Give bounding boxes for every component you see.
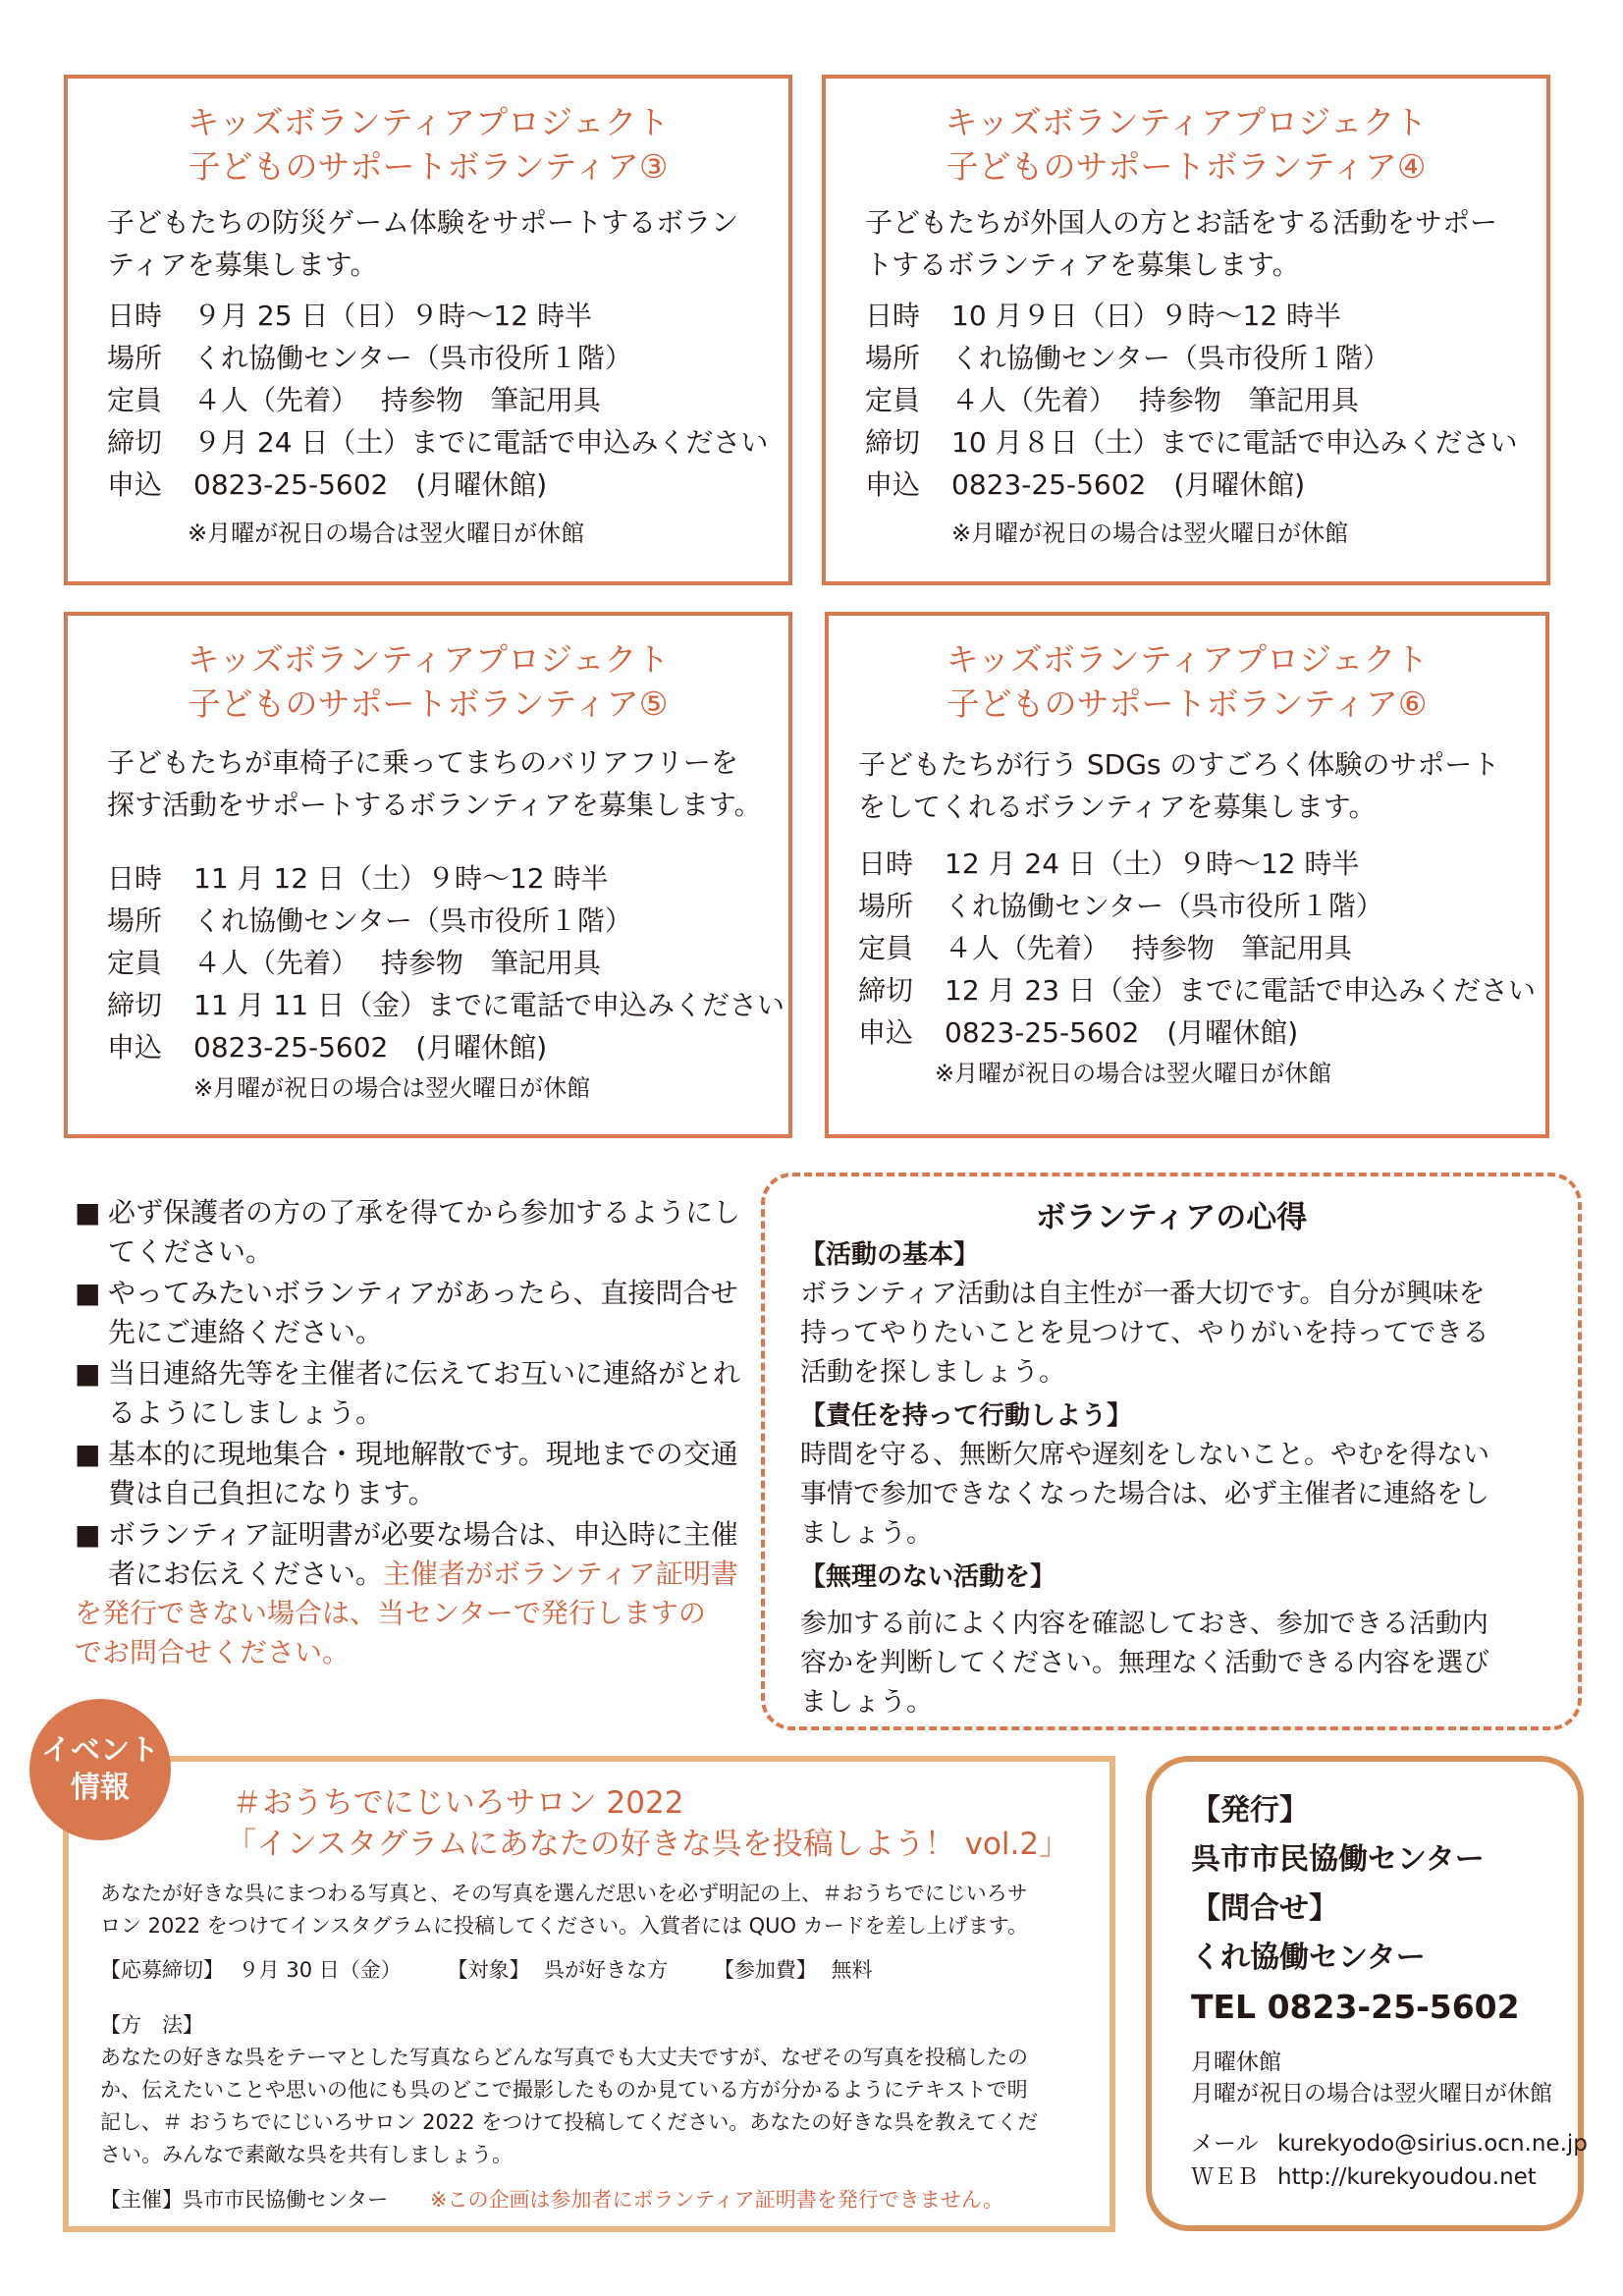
detail-value: 12 月 23 日（金）までに電話で申込みください [945, 974, 1536, 1007]
desc-line: 子どもたちが車椅子に乗ってまちのバリアフリーを [107, 746, 738, 779]
detail-label: 締切 [107, 989, 163, 1021]
intro-line: あなたが好きな呉にまつわる写真と、その写真を選んだ思いを必ず明記の上、＃おうちでにじいろサ [100, 1882, 1028, 1905]
detail-value: くれ協働センター（呉市役所１階） [945, 890, 1383, 922]
detail-value: ４人（先着） 持参物 筆記用具 [193, 384, 601, 416]
detail-row-deadline [107, 421, 768, 464]
desc-line: 子どもたちが行う SDGs のすごろく体験のサポート [858, 748, 1500, 781]
closed-note: 月曜が祝日の場合は翌火曜日が休館 [1191, 2081, 1552, 2106]
target-label: 【対象】 [447, 1958, 530, 1982]
detail-label: 日時 [107, 862, 163, 895]
event-title-main: 「インスタグラムにあなたの好きな呉を投稿しよう！ vol.2」 [226, 1827, 1070, 1862]
detail-value: 12 月 24 日（土）９時〜12 時半 [945, 847, 1360, 880]
note-item [75, 1193, 742, 1272]
event-conditions [100, 1954, 873, 1987]
guideline-heading: 【無理のない活動を】 [800, 1562, 1056, 1592]
deadline-label: 【応募締切】 [100, 1958, 224, 1982]
desc-line: ティアを募集します。 [107, 248, 378, 281]
method-line: 記し、＃ おうちでにじいろサロン 2022 をつけて投稿してください。あなたの好きな呉を教えてくだ [100, 2110, 1039, 2134]
detail-label: 日時 [107, 300, 163, 332]
closed-day: 月曜休館 [1191, 2050, 1281, 2075]
fee-label: 【参加費】 [713, 1958, 817, 1982]
detail-value: ４人（先着） 持参物 筆記用具 [951, 384, 1359, 416]
note-text: 者にお伝えください。 [108, 1558, 384, 1590]
email-label: メール [1191, 2131, 1259, 2157]
holiday-note: ※月曜が祝日の場合は翌火曜日が休館 [188, 519, 585, 547]
note-highlight: を発行できない場合は、当センターで発行しますの [75, 1597, 706, 1629]
detail-value: 11 月 11 日（金）までに電話で申込みください [193, 989, 784, 1021]
bullet-square: ■ [75, 1196, 101, 1229]
note-item [75, 1435, 742, 1513]
detail-value: ４人（先着） 持参物 筆記用具 [945, 932, 1352, 964]
box-details [107, 295, 768, 506]
guideline-heading: 【活動の基本】 [800, 1240, 980, 1270]
detail-row-place [865, 337, 1518, 379]
box-details [865, 295, 1518, 506]
intro-line: ロン 2022 をつけてインスタグラムに投稿してください。入賞者には QUO カードを差し上げます。 [100, 1914, 1029, 1938]
box-title-project: キッズボランティアプロジェクト [187, 640, 670, 679]
issue-name: 呉市市民協働センター [1191, 1842, 1485, 1877]
guideline-line: ましょう。 [800, 1518, 933, 1549]
inquiry-label: 【問合せ】 [1191, 1891, 1338, 1926]
method-label: 【方 法】 [100, 2013, 203, 2037]
detail-label: 定員 [107, 947, 163, 979]
event-badge [29, 1699, 171, 1840]
note-line: 費は自己負担になります。 [108, 1477, 436, 1509]
bullet-square: ■ [75, 1438, 101, 1470]
email-address[interactable]: kurekyodo@sirius.ocn.ne.jp [1277, 2131, 1588, 2157]
detail-label: 定員 [858, 932, 914, 964]
guideline-line: ましょう。 [800, 1687, 933, 1718]
detail-label: 申込 [858, 1016, 914, 1049]
detail-label: 場所 [107, 904, 163, 937]
target-value: 呉が好きな方 [544, 1958, 669, 1982]
email-row [1191, 2127, 1588, 2160]
guideline-heading: 【責任を持って行動しよう】 [800, 1401, 1133, 1431]
guideline-line: 容かを判断してください。無理なく活動できる内容を選び [800, 1648, 1489, 1678]
detail-value: 0823-25-5602 (月曜休館) [193, 1031, 548, 1064]
note-line: 当日連絡先等を主催者に伝えてお互いに連絡がとれ [108, 1357, 741, 1390]
host-label: 【主催】 [100, 2188, 183, 2212]
bullet-square: ■ [75, 1357, 101, 1390]
guideline-basic [800, 1235, 1546, 1393]
participation-notes [75, 1193, 742, 1674]
detail-value: 11 月 12 日（土）９時〜12 時半 [193, 862, 609, 895]
detail-row-capacity [107, 379, 768, 421]
guideline-line: 時間を守る、無断欠席や遅刻をしないこと。やむを得ない [800, 1440, 1489, 1470]
detail-value: 10 月８日（土）までに電話で申込みください [951, 426, 1518, 459]
detail-row-capacity [107, 942, 784, 984]
detail-label: 申込 [107, 468, 163, 501]
detail-label: 場所 [858, 890, 914, 922]
detail-value: 0823-25-5602 (月曜休館) [945, 1016, 1299, 1049]
detail-row-place [858, 885, 1536, 927]
guideline-responsibility [800, 1396, 1546, 1554]
badge-line: イベント [41, 1733, 159, 1768]
holiday-note: ※月曜が祝日の場合は翌火曜日が休館 [935, 1060, 1332, 1087]
box-title-project: キッズボランティアプロジェクト [945, 103, 1428, 141]
guideline-line: ボランティア活動は自主性が一番大切です。自分が興味を [800, 1279, 1486, 1309]
badge-line: 情報 [71, 1771, 130, 1805]
detail-label: 締切 [107, 426, 163, 459]
detail-row-date [865, 295, 1518, 337]
detail-row-place [107, 337, 768, 379]
note-highlight: でお問合せください。 [75, 1636, 351, 1668]
box-title-name: 子どものサポートボランティア④ [946, 147, 1427, 186]
box-title-name: 子どものサポートボランティア⑥ [947, 684, 1428, 723]
box-details [107, 857, 784, 1068]
detail-row-apply [107, 1026, 784, 1068]
box-title-project: キッズボランティアプロジェクト [187, 103, 670, 141]
note-line: 必ず保護者の方の了承を得てから参加するようにし [108, 1196, 741, 1229]
note-line: 先にご連絡ください。 [108, 1316, 384, 1348]
note-highlight: 主催者がボランティア証明書 [383, 1558, 738, 1590]
note-line [108, 1555, 742, 1594]
note-item [75, 1354, 742, 1433]
bullet-square: ■ [75, 1277, 101, 1309]
box-description [107, 741, 762, 826]
detail-label: 締切 [865, 426, 921, 459]
detail-value: くれ協働センター（呉市役所１階） [193, 904, 632, 937]
detail-value: ９月 24 日（土）までに電話で申込みください [193, 426, 769, 459]
desc-line: をしてくれるボランティアを募集します。 [858, 791, 1377, 823]
detail-value: くれ協働センター（呉市役所１階） [193, 342, 632, 374]
desc-line: トするボランティアを募集します。 [865, 248, 1300, 281]
detail-row-date [107, 295, 768, 337]
detail-row-apply [865, 464, 1518, 506]
detail-value: ９月 25 日（日）９時〜12 時半 [193, 300, 592, 332]
web-link[interactable]: http://kurekyoudou.net [1277, 2164, 1537, 2190]
issuer-box [1146, 1756, 1588, 2231]
desc-line: 子どもたちの防災ゲーム体験をサポートするボラン [107, 206, 739, 239]
note-line: ボランティア証明書が必要な場合は、申込時に主催 [108, 1518, 738, 1551]
web-label: ＷＥＢ [1191, 2164, 1259, 2190]
note-line: 基本的に現地集合・現地解散です。現地までの交通 [108, 1438, 738, 1470]
bullet-square: ■ [75, 1518, 101, 1551]
inquiry-name: くれ協働センター [1191, 1941, 1426, 1975]
detail-label: 定員 [107, 384, 163, 416]
detail-row-apply [107, 464, 768, 506]
desc-line: 子どもたちが外国人の方とお話をする活動をサポー [865, 206, 1498, 239]
holiday-note: ※月曜が祝日の場合は翌火曜日が休館 [193, 1074, 591, 1102]
detail-label: 締切 [858, 974, 914, 1007]
detail-label: 日時 [858, 847, 914, 880]
issue-label: 【発行】 [1191, 1793, 1309, 1828]
box-title-project: キッズボランティアプロジェクト [946, 640, 1429, 679]
holiday-note: ※月曜が祝日の場合は翌火曜日が休館 [951, 519, 1349, 547]
detail-row-apply [858, 1011, 1536, 1054]
volunteer-box-4 [822, 75, 1550, 585]
method-line: さい。みんなで素敵な呉を共有しましょう。 [100, 2143, 513, 2166]
volunteer-box-6 [825, 612, 1549, 1138]
detail-value: 0823-25-5602 (月曜休館) [193, 468, 548, 501]
guideline-line: 持ってやりたいことを見つけて、やりがいを持ってできる [800, 1318, 1489, 1348]
detail-row-place [107, 900, 784, 942]
event-intro [100, 1878, 1092, 1942]
box-details [858, 843, 1536, 1054]
host-value: 呉市市民協働センター [183, 2188, 389, 2212]
event-title-hashtag: ＃おうちでにじいろサロン 2022 [232, 1785, 684, 1821]
detail-row-capacity [858, 927, 1536, 969]
box-description [865, 201, 1497, 286]
contact-info [1191, 2127, 1588, 2194]
desc-line: 探す活動をサポートするボランティアを募集します。 [107, 789, 762, 821]
guideline-line: 参加する前によく内容を確認しておき、参加できる活動内 [800, 1609, 1488, 1639]
note-line: やってみたいボランティアがあったら、直接問合せ [108, 1277, 738, 1309]
detail-row-deadline [107, 984, 784, 1026]
box-title-name: 子どものサポートボランティア⑤ [188, 684, 669, 723]
note-item [75, 1274, 742, 1352]
detail-label: 申込 [865, 468, 921, 501]
detail-row-deadline [865, 421, 1518, 464]
detail-label: 場所 [865, 342, 921, 374]
volunteer-box-3 [64, 75, 792, 585]
certificate-caution: ※この企画は参加者にボランティア証明書を発行できません。 [429, 2188, 1004, 2212]
detail-value: くれ協働センター（呉市役所１階） [951, 342, 1390, 374]
volunteer-guidelines [761, 1173, 1582, 1730]
detail-row-capacity [865, 379, 1518, 421]
note-line: るようにしましょう。 [108, 1396, 384, 1429]
method-line: か、伝えたいことや思いの他にも呉のどこで撮影したものか見ている方が分かるようにテキストで明 [100, 2078, 1028, 2102]
detail-value: 0823-25-5602 (月曜休館) [951, 468, 1306, 501]
box-description [858, 743, 1499, 828]
method-line: あなたの好きな呉をテーマとした写真ならどんな写真でも大丈夫ですが、なぜその写真を投稿したの [100, 2046, 1028, 2069]
note-line: てください。 [108, 1235, 274, 1268]
event-method [100, 2009, 1102, 2171]
event-host [100, 2184, 1003, 2216]
detail-label: 定員 [865, 384, 921, 416]
web-row [1191, 2160, 1588, 2194]
guideline-line: 事情で参加できなくなった場合は、必ず主催者に連絡をし [800, 1479, 1489, 1509]
box-title-name: 子どものサポートボランティア③ [188, 147, 669, 186]
detail-label: 場所 [107, 342, 163, 374]
guideline-no-overwork [800, 1558, 1546, 1722]
volunteer-box-5 [64, 612, 792, 1138]
detail-value: ４人（先着） 持参物 筆記用具 [193, 947, 601, 979]
deadline-value: ９月 30 日（金） [238, 1958, 402, 1982]
guideline-line: 活動を探しましょう。 [800, 1357, 1065, 1388]
detail-row-date [107, 857, 784, 900]
detail-value: 10 月９日（日）９時〜12 時半 [951, 300, 1342, 332]
box-description [107, 201, 738, 286]
detail-label: 申込 [107, 1031, 163, 1064]
note-item-certificate [75, 1515, 742, 1672]
detail-row-deadline [858, 969, 1536, 1011]
detail-row-date [858, 843, 1536, 885]
event-info-box [63, 1756, 1115, 2232]
fee-value: 無料 [831, 1958, 873, 1982]
guidelines-title: ボランティアの心得 [1035, 1200, 1308, 1235]
detail-label: 日時 [865, 300, 921, 332]
tel-number: TEL 0823-25-5602 [1191, 1988, 1520, 2026]
